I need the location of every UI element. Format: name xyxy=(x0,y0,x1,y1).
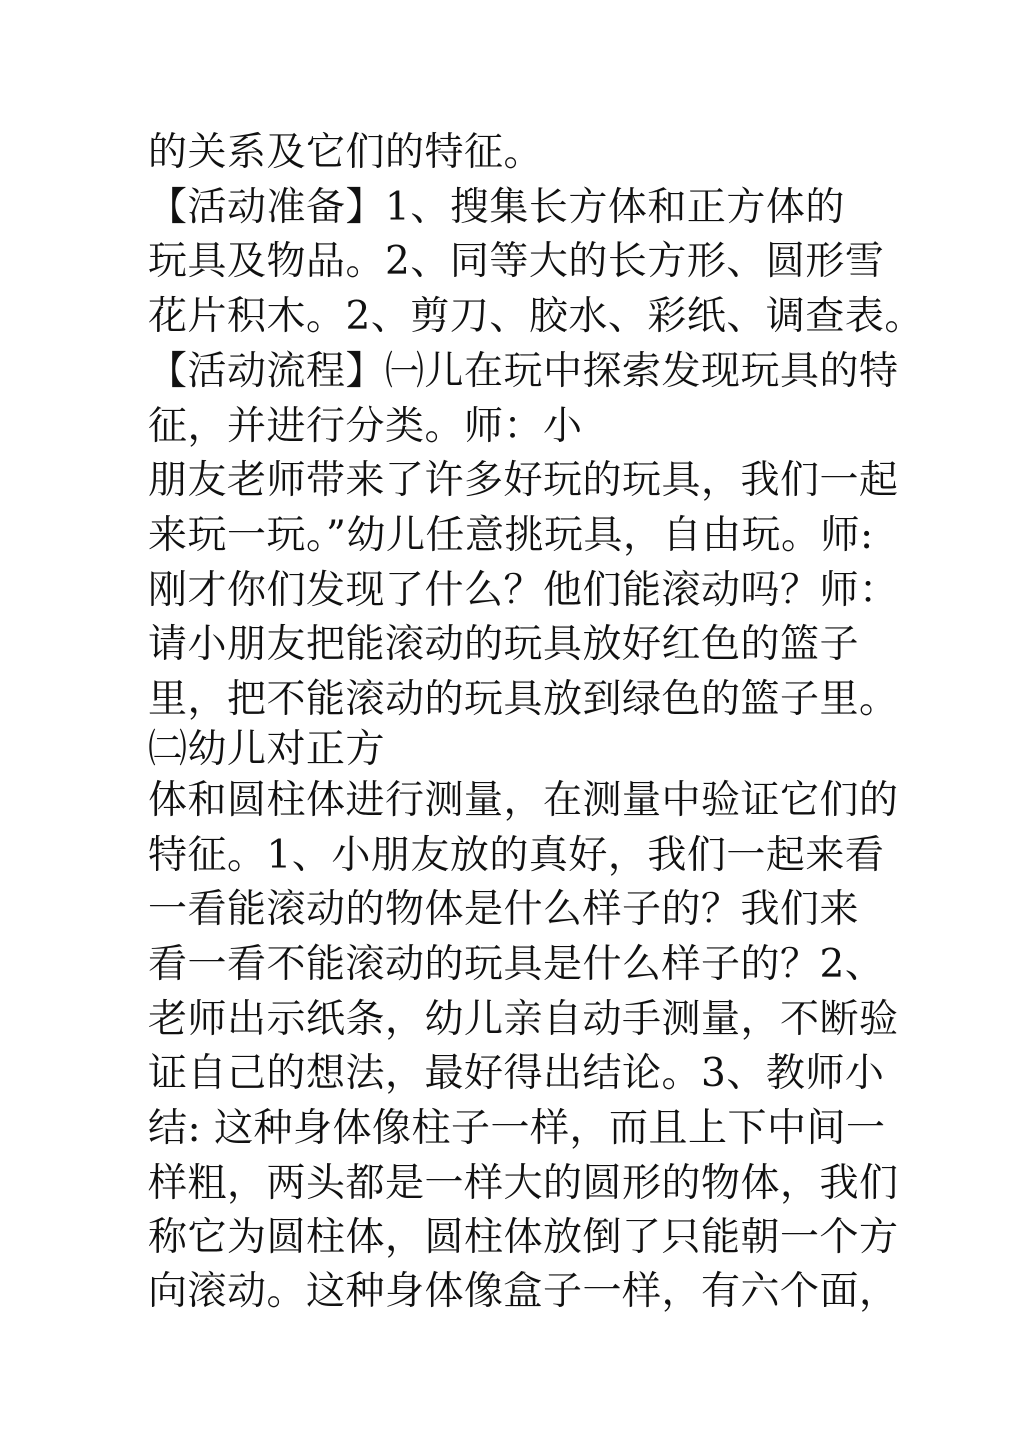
text-line: 一看能滚动的物体是什么样子的？我们来 xyxy=(148,887,860,932)
text-line: 玩具及物品。2、同等大的长方形、圆形雪 xyxy=(148,239,885,284)
text-line: 称它为圆柱体，圆柱体放倒了只能朝一个方 xyxy=(148,1215,899,1260)
text-line: 特征。1、小朋友放的真好，我们一起来看 xyxy=(148,833,885,878)
text-line: 里，把不能滚动的玩具放到绿色的篮子里。 xyxy=(148,677,899,722)
text-line: 【活动流程】㈠儿在玩中探索发现玩具的特 xyxy=(148,349,899,394)
text-line: 样粗，两头都是一样大的圆形的物体，我们 xyxy=(148,1161,899,1206)
text-line: 向滚动。这种身体像盒子一样，有六个面， xyxy=(148,1269,899,1314)
text-line: 看一看不能滚动的玩具是什么样子的？2、 xyxy=(148,942,885,987)
text-line: 花片积木。2、剪刀、胶水、彩纸、调查表。 xyxy=(148,294,924,339)
text-line: 结: 这种身体像柱子一样，而且上下中间一 xyxy=(148,1106,886,1151)
text-line: 证自己的想法，最好得出结论。3、教师小 xyxy=(148,1051,885,1096)
text-line: 老师出示纸条，幼儿亲自动手测量，不断验 xyxy=(148,997,899,1042)
text-line: ㈡幼儿对正方 xyxy=(148,727,386,772)
text-line: 来玩一玩。”幼儿任意挑玩具，自由玩。师: xyxy=(148,513,874,558)
text-line: 刚才你们发现了什么？他们能滚动吗？师： xyxy=(148,568,899,613)
text-line: 请小朋友把能滚动的玩具放好红色的篮子 xyxy=(148,622,860,667)
text-line: 【活动准备】1、搜集长方体和正方体的 xyxy=(148,185,845,230)
text-line: 体和圆柱体进行测量，在测量中验证它们的 xyxy=(148,778,899,823)
text-line: 的关系及它们的特征。 xyxy=(148,130,544,175)
text-line: 征，并进行分类。师：小 xyxy=(148,404,583,449)
text-line: 朋友老师带来了许多好玩的玩具，我们一起 xyxy=(148,458,899,503)
